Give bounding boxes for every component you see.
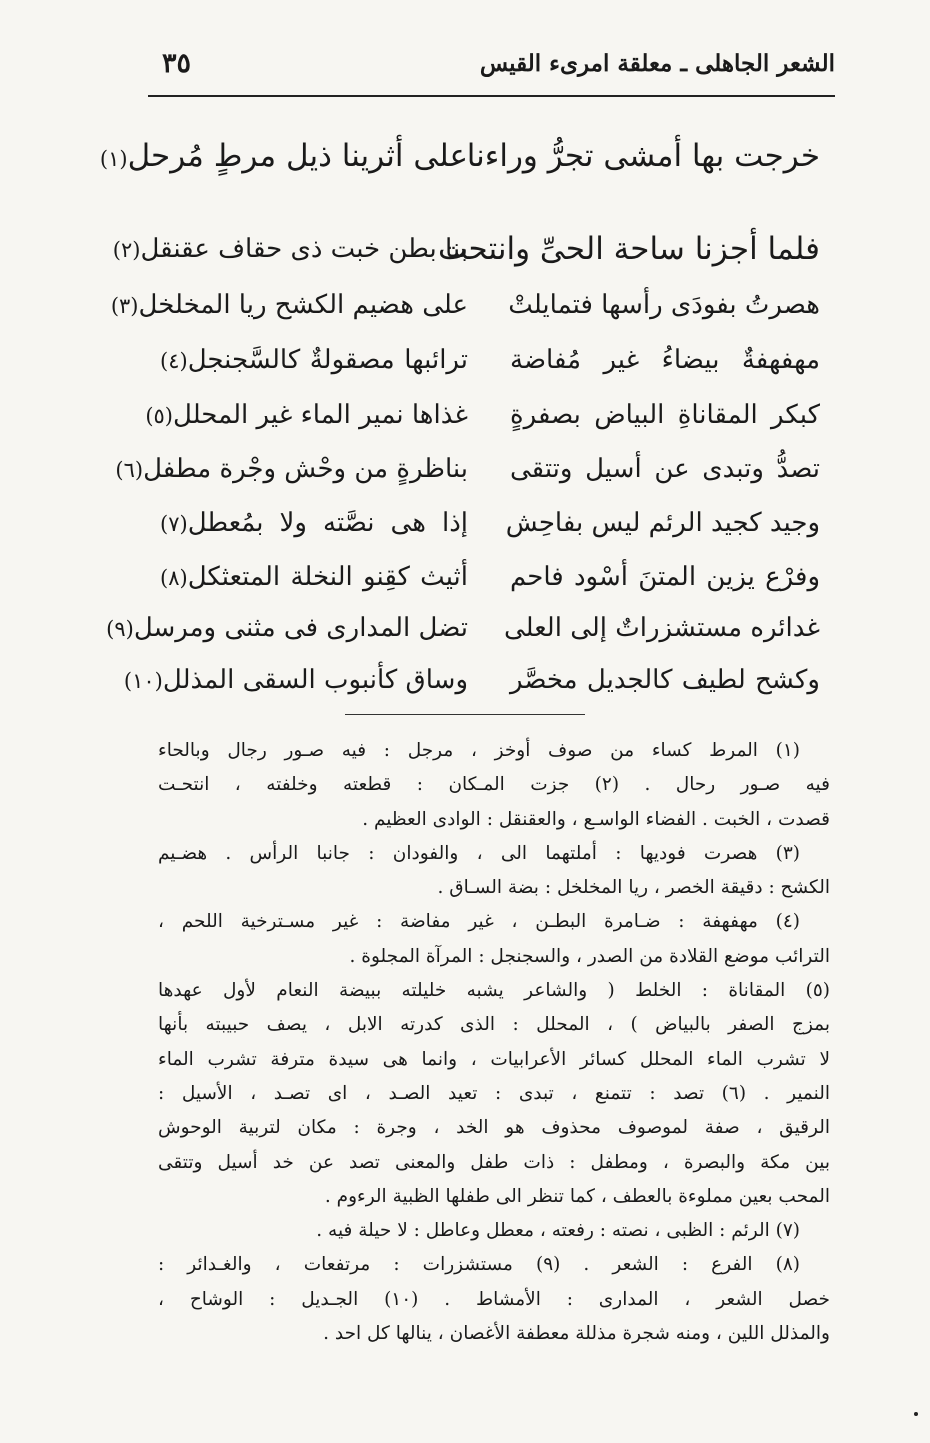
verse bbox=[0, 277, 930, 333]
footnote-ref: (١) bbox=[99, 147, 128, 171]
footnote-ref: (٦) bbox=[115, 458, 144, 482]
hemistich-text: غذاها نمير الماء غير المحلل bbox=[173, 400, 468, 430]
hemistich-text: على أثرينا ذيل مرطٍ مُرحل bbox=[127, 138, 468, 174]
verse-second-hemistich bbox=[160, 549, 468, 606]
footnote-ref: (٨) bbox=[160, 566, 188, 590]
verse-first-hemistich: غدائره مستشزراتٌ إلى العلى bbox=[503, 613, 820, 643]
hemistich-text: وساق كأنبوب السقى المذلل bbox=[162, 665, 468, 695]
footnote-ref: (١٠) bbox=[123, 669, 163, 693]
verse-second-hemistich bbox=[112, 221, 468, 278]
footnote-line: النمير . (٦) تصد : تتمنع ، تبدى : تعيد الصـد ، اى تصـد ، الأسيل : bbox=[158, 1082, 830, 1104]
verse-first-hemistich: وفرْع يزين المتنَ أسْود فاحم bbox=[510, 562, 820, 592]
page-header bbox=[150, 46, 835, 92]
verse bbox=[0, 441, 930, 497]
footnote-line: لا تشرب الماء المحلل كسائر الأعرابيات ، وانما هى سيدة مترفة تشرب الماء bbox=[158, 1048, 830, 1070]
verse-first-hemistich: هصرتُ بفودَى رأسها فتمايلتْ bbox=[508, 290, 820, 320]
footnote-line: (٧) الرئم : الظبى ، نصته : رفعته ، معطل وعاطل : لا حيلة فيه . bbox=[316, 1220, 800, 1242]
header-divider bbox=[148, 95, 835, 97]
footnote-line: فيه صـور رحال . (٢) جزت المـكان : قطعته وخلفته ، انتحـت bbox=[158, 774, 830, 796]
verse-first-hemistich: وكشح لطيف كالجديل مخصَّر bbox=[510, 665, 820, 695]
verse-first-hemistich: مهفهفةٌ بيضاءُ غير مُفاضة bbox=[510, 345, 820, 375]
verse-second-hemistich bbox=[145, 387, 468, 444]
footnote-ref: (٤) bbox=[160, 349, 188, 373]
footnote-line: الترائب موضع القلادة من الصدر ، والسجنجل : المرآة المجلوة . bbox=[349, 945, 830, 967]
footnote-line: الكشح : دقيقة الخصر ، ريا المخلخل : بضة السـاق . bbox=[437, 877, 830, 899]
footnote-line: (١) المرط كساء من صوف أوخز ، مرجل : فيه صـور رجال وبالحاء bbox=[158, 740, 800, 761]
footnote-ref: (٣) bbox=[110, 294, 139, 318]
footnote-line: (٤) مهفهفة : ضـامرة البطـن ، غير مفاضة : غير مسـترخية اللحم ، bbox=[158, 911, 800, 933]
footnote-line: والمذلل اللين ، ومنه شجرة مذللة معطفة الأغصان ، ينالها كل احد . bbox=[323, 1323, 830, 1345]
verse-second-hemistich bbox=[106, 600, 468, 657]
verse-first-hemistich: خرجت بها أمشى تجرُّ وراءنا bbox=[466, 138, 820, 174]
footnote-line: المحب بعين مملوءة بالعطف ، كما تنظر الى طفلها الظبية الرءوم . bbox=[324, 1185, 830, 1207]
hemistich-text: تضل المدارى فى مثنى ومرسل bbox=[133, 613, 468, 643]
footnote-line: الرقيق ، صفة لموصوف محذوف هو الخد ، وجرة : مكان لتربية الوحوش bbox=[158, 1117, 830, 1139]
verse-first-hemistich: فلما أجزنا ساحة الحىِّ وانتحت bbox=[438, 231, 820, 267]
verse-second-hemistich bbox=[115, 441, 468, 498]
footnote-line: قصدت ، الخبت . الفضاء الواسـع ، والعقنقل : الوادى العظيم . bbox=[362, 808, 830, 830]
footnote-line: (٨) الفرع : الشعر . (٩) مستشزرات : مرتفعات ، والغـدائر : bbox=[158, 1254, 801, 1276]
footnote-line: (٥) المقاناة : الخلط ( والشاعر يشبه خليلته ببيضة النعام لأول عهدها bbox=[158, 980, 830, 1002]
footnote-ref: (٧) bbox=[160, 512, 188, 536]
verse bbox=[0, 495, 930, 551]
verse-first-hemistich: تصدُّ وتبدى عن أسيل وتتقى bbox=[510, 454, 820, 484]
verse bbox=[0, 387, 930, 443]
footnote-ref: (٢) bbox=[112, 238, 141, 262]
verse-second-hemistich bbox=[99, 128, 468, 187]
footnote-line: بين مكة والبصرة ، ومطفل : ذات طفل والمعنى تصد عن خد أسيل وتتقى bbox=[158, 1151, 830, 1173]
footnote-ref: (٩) bbox=[106, 617, 134, 641]
footnote-ref: (٥) bbox=[145, 404, 173, 428]
verse bbox=[0, 221, 930, 277]
running-title: الشعر الجاهلى ـ معلقة امرىء القيس bbox=[479, 50, 835, 77]
verse bbox=[0, 332, 930, 388]
verse-first-hemistich: وجيد كجيد الرئم ليس بفاحِش bbox=[505, 508, 820, 538]
verse-second-hemistich bbox=[160, 332, 468, 389]
hemistich-text: بنا بطن خبت ذى حقاف عقنقل bbox=[140, 234, 468, 264]
hemistich-text: على هضيم الكشح ريا المخلخل bbox=[138, 290, 468, 320]
verse bbox=[0, 128, 930, 184]
hemistich-text: أثيث كقِنو النخلة المتعثكل bbox=[187, 562, 468, 592]
hemistich-text: بناظرةٍ من وحْش وجْرة مطفل bbox=[143, 454, 468, 484]
hemistich-text: ترائبها مصقولةٌ كالسَّجنجل bbox=[187, 345, 468, 375]
footnote-line: بمزج الصفر بالبياض ) ، المحلل : الذى كدرته الابل ، يصف حبيبته بأنها bbox=[158, 1014, 830, 1036]
page-number: ٣٥ bbox=[162, 48, 192, 79]
verse bbox=[0, 600, 930, 656]
footnotes bbox=[158, 734, 830, 1351]
verse-second-hemistich bbox=[160, 495, 468, 552]
verse bbox=[0, 549, 930, 605]
verse bbox=[0, 652, 930, 708]
hemistich-text: إذا هى نصَّته ولا بمُعطل bbox=[187, 508, 468, 538]
verse-second-hemistich bbox=[110, 277, 468, 334]
verse-first-hemistich: كبكر المقاناةِ البياض بصفرةٍ bbox=[510, 400, 820, 430]
footnote-divider bbox=[345, 714, 585, 715]
verse-second-hemistich bbox=[123, 652, 468, 709]
footnote-line: (٣) هصرت فوديها : أملتهما الى ، والفودان : جانبا الرأس . هضـيم bbox=[158, 842, 800, 864]
footnote-line: خصل الشعر ، المدارى : الأمشاط . (١٠) الجـديل : الوشاح ، bbox=[158, 1288, 830, 1310]
ink-speck bbox=[914, 1412, 918, 1416]
